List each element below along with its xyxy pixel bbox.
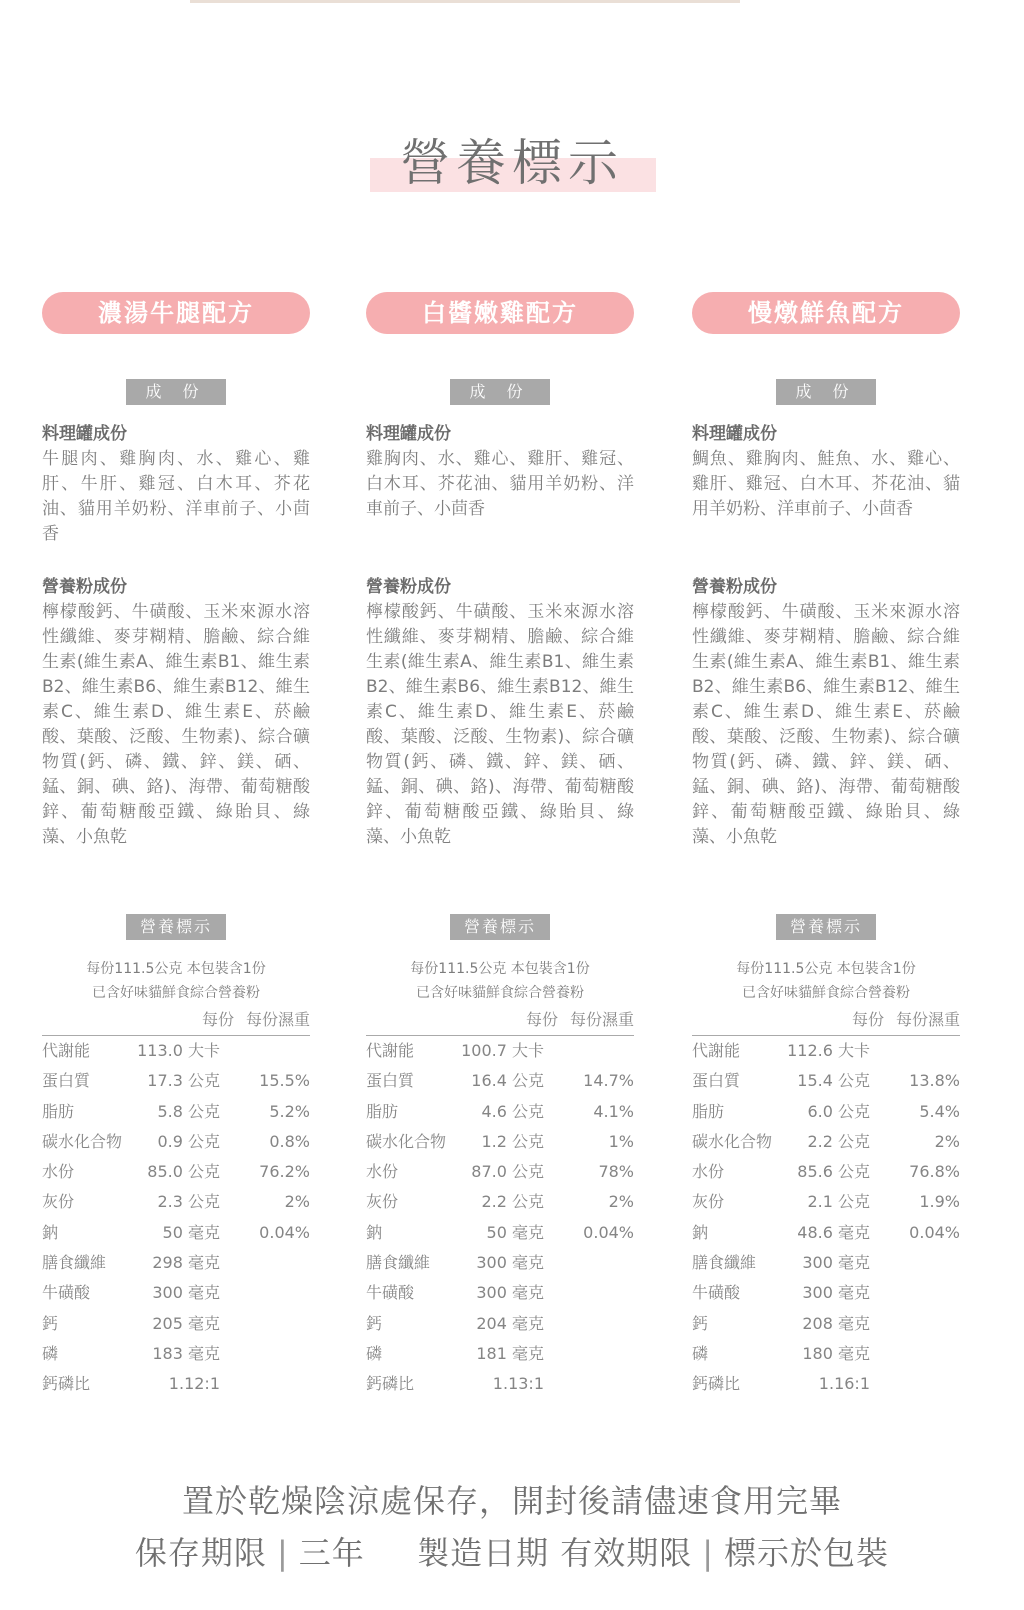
- nutrient-value: 16.4 公克: [471, 1071, 544, 1091]
- nutrient-value: 50 毫克: [162, 1222, 220, 1242]
- nutrient-percent: 5.4%: [919, 1101, 960, 1121]
- header-per-serving: 每份: [851, 1010, 884, 1029]
- nutrition-row: [366, 1127, 634, 1157]
- nutrition-row: [42, 1157, 310, 1187]
- nutrient-name: 磷: [42, 1343, 59, 1363]
- nutrient-name: 碳水化合物: [366, 1131, 447, 1151]
- nutrition-row: [42, 1187, 310, 1217]
- powder-ingredients: [366, 575, 634, 850]
- nutrient-percent: 2%: [284, 1192, 310, 1212]
- nutrient-name: 膳食纖維: [692, 1253, 757, 1273]
- nutrition-row: [692, 1097, 960, 1127]
- nutrition-row: [366, 1369, 634, 1399]
- nutrient-value: 183 毫克: [152, 1343, 220, 1363]
- nutrient-name: 鈉: [366, 1222, 383, 1242]
- nutrient-percent: 2%: [608, 1192, 634, 1212]
- nutrition-row: [692, 1066, 960, 1096]
- nutrient-percent: 0.04%: [259, 1222, 310, 1242]
- table-header: [692, 1005, 960, 1036]
- table-header: [366, 1005, 634, 1036]
- nutrition-row: [42, 1339, 310, 1369]
- ingredients-tag: 成 份: [126, 379, 226, 405]
- nutrient-value: 85.6 公克: [797, 1162, 870, 1182]
- canned-text: 牛腿肉、雞胸肉、水、雞心、雞肝、牛肝、雞冠、白木耳、芥花油、貓用羊奶粉、洋車前子、小茴香: [42, 449, 310, 544]
- nutrient-name: 鈣: [42, 1313, 59, 1333]
- nutrient-value: 87.0 公克: [471, 1162, 544, 1182]
- nutrient-name: 牛磺酸: [366, 1283, 415, 1303]
- product-column: [692, 292, 960, 1394]
- canned-ingredients: [42, 422, 310, 547]
- canned-ingredients: [366, 422, 634, 522]
- nutrient-percent: 14.7%: [583, 1071, 634, 1091]
- nutrition-row: [42, 1309, 310, 1339]
- nutrient-name: 鈣磷比: [366, 1374, 415, 1394]
- nutrition-row: [692, 1309, 960, 1339]
- nutrient-name: 鈉: [42, 1222, 59, 1242]
- nutrient-value: 300 毫克: [152, 1283, 220, 1303]
- nutrient-name: 磷: [692, 1343, 709, 1363]
- shelf-life-line: [0, 1530, 1024, 1576]
- nutrient-name: 脂肪: [366, 1101, 399, 1121]
- nutrient-value: 2.2 公克: [481, 1192, 544, 1212]
- serving-line: 已含好味貓鮮食綜合營養粉: [742, 985, 910, 1001]
- nutrient-value: 300 毫克: [476, 1253, 544, 1273]
- nutrition-row: [692, 1157, 960, 1187]
- header-wet-weight: 每份濕重: [245, 1010, 310, 1029]
- header-per-serving: 每份: [525, 1010, 558, 1029]
- serving-info: [692, 957, 960, 1005]
- nutrient-name: 蛋白質: [366, 1071, 415, 1091]
- nutrition-row: [366, 1157, 634, 1187]
- nutrient-name: 灰份: [366, 1192, 399, 1212]
- nutrient-value: 2.3 公克: [157, 1192, 220, 1212]
- canned-text: 鯛魚、雞胸肉、鮭魚、水、雞心、雞肝、雞冠、白木耳、芥花油、貓用羊奶粉、洋車前子、小茴香: [692, 449, 960, 519]
- nutrient-value: 1.16:1: [818, 1374, 870, 1394]
- header-per-serving: 每份: [201, 1010, 234, 1029]
- nutrition-tag: 營養標示: [776, 914, 876, 940]
- nutrition-row: [366, 1187, 634, 1217]
- nutrient-name: 鈣磷比: [42, 1374, 91, 1394]
- nutrient-name: 鈣磷比: [692, 1374, 741, 1394]
- nutrition-row: [42, 1127, 310, 1157]
- nutrient-percent: 5.2%: [269, 1101, 310, 1121]
- nutrient-value: 1.2 公克: [481, 1131, 544, 1151]
- powder-heading: 營養粉成份: [692, 577, 777, 597]
- nutrient-percent: 76.2%: [259, 1162, 310, 1182]
- powder-heading: 營養粉成份: [42, 577, 127, 597]
- nutrition-row: [366, 1309, 634, 1339]
- product-column: [42, 292, 310, 1394]
- dates-value: 標示於包裝: [724, 1534, 890, 1572]
- nutrient-name: 蛋白質: [692, 1071, 741, 1091]
- header-wet-weight: 每份濕重: [569, 1010, 634, 1029]
- nutrition-row: [42, 1066, 310, 1096]
- nutrition-row: [692, 1248, 960, 1278]
- nutrition-row: [42, 1218, 310, 1248]
- nutrient-value: 100.7 大卡: [461, 1041, 544, 1060]
- nutrition-row: [366, 1339, 634, 1369]
- serving-line: 已含好味貓鮮食綜合營養粉: [416, 985, 584, 1001]
- nutrient-percent: 2%: [934, 1131, 960, 1151]
- canned-heading: 料理罐成份: [692, 424, 777, 444]
- nutrient-value: 2.2 公克: [807, 1131, 870, 1151]
- serving-line: 已含好味貓鮮食綜合營養粉: [92, 985, 260, 1001]
- nutrient-name: 鈣: [692, 1313, 709, 1333]
- nutrition-row: [366, 1278, 634, 1308]
- nutrient-name: 鈣: [366, 1313, 383, 1333]
- top-decor-bar: [190, 0, 740, 3]
- nutrient-value: 1.12:1: [168, 1374, 220, 1394]
- nutrient-value: 17.3 公克: [147, 1071, 220, 1091]
- nutrient-name: 膳食纖維: [42, 1253, 107, 1273]
- nutrition-row: [42, 1097, 310, 1127]
- nutrient-percent: 0.04%: [583, 1222, 634, 1242]
- nutrition-tag: 營養標示: [450, 914, 550, 940]
- nutrition-tag: 營養標示: [126, 914, 226, 940]
- serving-info: [366, 957, 634, 1005]
- nutrition-row: [692, 1278, 960, 1308]
- nutrient-percent: 0.8%: [269, 1131, 310, 1151]
- powder-ingredients: [692, 575, 960, 850]
- nutrient-name: 磷: [366, 1343, 383, 1363]
- header-wet-weight: 每份濕重: [895, 1010, 960, 1029]
- nutrition-row: [366, 1097, 634, 1127]
- nutrition-row: [366, 1036, 634, 1066]
- nutrient-name: 代謝能: [366, 1041, 415, 1060]
- canned-heading: 料理罐成份: [366, 424, 451, 444]
- nutrient-percent: 76.8%: [909, 1162, 960, 1182]
- nutrient-value: 300 毫克: [802, 1283, 870, 1303]
- divider: |: [276, 1534, 289, 1572]
- nutrient-name: 碳水化合物: [42, 1131, 123, 1151]
- nutrition-row: [692, 1127, 960, 1157]
- serving-line: 每份111.5公克 本包裝含1份: [736, 961, 916, 977]
- nutrient-percent: 1.9%: [919, 1192, 960, 1212]
- nutrient-value: 208 毫克: [802, 1313, 870, 1333]
- nutrition-row: [692, 1218, 960, 1248]
- ingredients-tag: 成 份: [776, 379, 876, 405]
- nutrient-value: 300 毫克: [802, 1253, 870, 1273]
- divider: |: [702, 1534, 715, 1572]
- nutrition-row: [42, 1248, 310, 1278]
- nutrient-percent: 15.5%: [259, 1071, 310, 1091]
- nutrient-name: 水份: [692, 1162, 725, 1182]
- nutrient-value: 85.0 公克: [147, 1162, 220, 1182]
- powder-ingredients: [42, 575, 310, 850]
- shelf-value: 三年: [298, 1534, 365, 1572]
- storage-note: 置於乾燥陰涼處保存，開封後請儘速食用完畢: [181, 1482, 842, 1520]
- nutrient-value: 50 毫克: [486, 1222, 544, 1242]
- nutrient-name: 脂肪: [692, 1101, 725, 1121]
- nutrient-percent: 0.04%: [909, 1222, 960, 1242]
- nutrient-name: 水份: [366, 1162, 399, 1182]
- nutrient-name: 牛磺酸: [692, 1283, 741, 1303]
- page-title: 營養標示: [400, 134, 624, 192]
- product-name-pill: 濃湯牛腿配方: [42, 292, 310, 334]
- nutrient-value: 112.6 大卡: [787, 1041, 870, 1060]
- nutrient-name: 蛋白質: [42, 1071, 91, 1091]
- nutrition-table: [366, 1005, 634, 1400]
- nutrient-name: 灰份: [42, 1192, 75, 1212]
- nutrition-row: [692, 1036, 960, 1066]
- nutrition-table: [692, 1005, 960, 1400]
- nutrition-table: [42, 1005, 310, 1400]
- nutrient-value: 5.8 公克: [157, 1101, 220, 1121]
- nutrient-percent: 4.1%: [593, 1101, 634, 1121]
- product-column: [366, 292, 634, 1394]
- canned-heading: 料理罐成份: [42, 424, 127, 444]
- nutrient-name: 牛磺酸: [42, 1283, 91, 1303]
- nutrition-row: [692, 1187, 960, 1217]
- nutrient-value: 180 毫克: [802, 1343, 870, 1363]
- nutrient-name: 膳食纖維: [366, 1253, 431, 1273]
- nutrient-value: 48.6 毫克: [797, 1222, 870, 1242]
- nutrient-percent: 1%: [608, 1131, 634, 1151]
- product-name-pill: 白醬嫩雞配方: [366, 292, 634, 334]
- nutrition-row: [42, 1369, 310, 1399]
- table-header: [42, 1005, 310, 1036]
- serving-info: [42, 957, 310, 1005]
- ingredients-tag: 成 份: [450, 379, 550, 405]
- serving-line: 每份111.5公克 本包裝含1份: [410, 961, 590, 977]
- nutrition-row: [366, 1066, 634, 1096]
- product-name-pill: 慢燉鮮魚配方: [692, 292, 960, 334]
- nutrient-percent: 13.8%: [909, 1071, 960, 1091]
- nutrition-row: [692, 1339, 960, 1369]
- canned-ingredients: [692, 422, 960, 522]
- serving-line: 每份111.5公克 本包裝含1份: [86, 961, 266, 977]
- nutrient-value: 2.1 公克: [807, 1192, 870, 1212]
- powder-text: 檸檬酸鈣、牛磺酸、玉米來源水溶性纖維、麥芽糊精、膽鹼、綜合維生素(維生素A、維生素B1、維生素B2、維生素B6、維生素B12、維生素C、維生素D、維生素E、菸鹼酸、葉酸、泛酸、生物素)、綜合礦物質(鈣、磷、鐵、鋅、鎂、硒、錳、銅、碘、鉻)、海帶、葡萄糖酸鋅、葡萄糖酸亞鐵、綠貽貝、綠藻、小魚乾: [366, 602, 634, 847]
- powder-text: 檸檬酸鈣、牛磺酸、玉米來源水溶性纖維、麥芽糊精、膽鹼、綜合維生素(維生素A、維生素B1、維生素B2、維生素B6、維生素B12、維生素C、維生素D、維生素E、菸鹼酸、葉酸、泛酸、生物素)、綜合礦物質(鈣、磷、鐵、鋅、鎂、硒、錳、銅、碘、鉻)、海帶、葡萄糖酸鋅、葡萄糖酸亞鐵、綠貽貝、綠藻、小魚乾: [692, 602, 960, 847]
- nutrition-row: [366, 1248, 634, 1278]
- nutrient-value: 0.9 公克: [157, 1131, 220, 1151]
- nutrient-value: 298 毫克: [152, 1253, 220, 1273]
- nutrient-name: 鈉: [692, 1222, 709, 1242]
- dates-label: 製造日期 有效期限: [417, 1534, 693, 1572]
- nutrition-row: [366, 1218, 634, 1248]
- nutrient-value: 15.4 公克: [797, 1071, 870, 1091]
- nutrient-value: 113.0 大卡: [137, 1041, 220, 1060]
- nutrient-value: 300 毫克: [476, 1283, 544, 1303]
- nutrient-value: 6.0 公克: [807, 1101, 870, 1121]
- powder-heading: 營養粉成份: [366, 577, 451, 597]
- nutrition-row: [692, 1369, 960, 1399]
- canned-text: 雞胸肉、水、雞心、雞肝、雞冠、白木耳、芥花油、貓用羊奶粉、洋車前子、小茴香: [366, 449, 634, 519]
- nutrient-value: 1.13:1: [492, 1374, 544, 1394]
- nutrient-name: 碳水化合物: [692, 1131, 773, 1151]
- powder-text: 檸檬酸鈣、牛磺酸、玉米來源水溶性纖維、麥芽糊精、膽鹼、綜合維生素(維生素A、維生素B1、維生素B2、維生素B6、維生素B12、維生素C、維生素D、維生素E、菸鹼酸、葉酸、泛酸、生物素)、綜合礦物質(鈣、磷、鐵、鋅、鎂、硒、錳、銅、碘、鉻)、海帶、葡萄糖酸鋅、葡萄糖酸亞鐵、綠貽貝、綠藻、小魚乾: [42, 602, 310, 847]
- nutrient-name: 代謝能: [692, 1041, 741, 1060]
- nutrient-value: 4.6 公克: [481, 1101, 544, 1121]
- shelf-label: 保存期限: [134, 1534, 267, 1572]
- nutrient-name: 脂肪: [42, 1101, 75, 1121]
- nutrient-percent: 78%: [598, 1162, 634, 1182]
- nutrient-value: 181 毫克: [476, 1343, 544, 1363]
- nutrient-name: 灰份: [692, 1192, 725, 1212]
- nutrient-name: 水份: [42, 1162, 75, 1182]
- nutrient-name: 代謝能: [42, 1041, 91, 1060]
- page-title-block: [0, 128, 1024, 198]
- nutrient-value: 204 毫克: [476, 1313, 544, 1333]
- nutrient-value: 205 毫克: [152, 1313, 220, 1333]
- nutrition-row: [42, 1278, 310, 1308]
- nutrition-row: [42, 1036, 310, 1066]
